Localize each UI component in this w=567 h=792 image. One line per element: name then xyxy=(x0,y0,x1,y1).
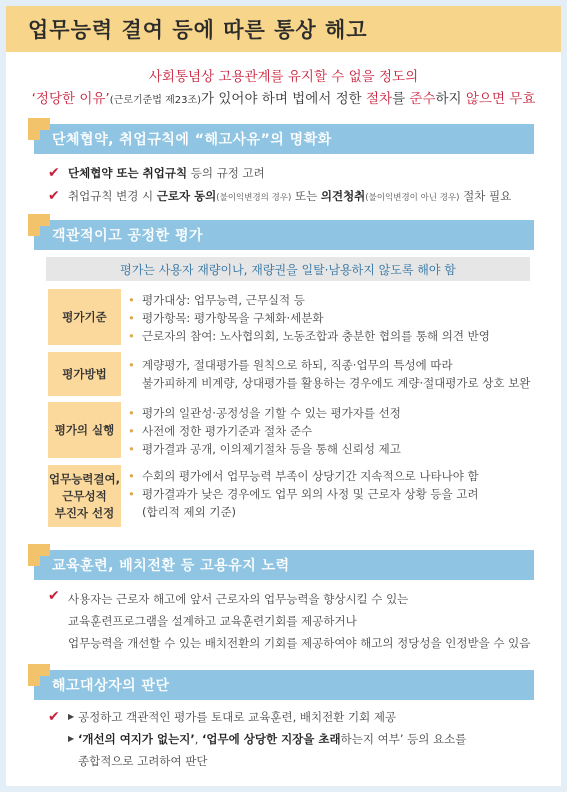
list-item: 평가대상: 업무능력, 근무실적 등 xyxy=(142,293,305,307)
title-bar xyxy=(6,6,561,52)
label-line: 근무성적 xyxy=(62,488,107,503)
label-method: 평가방법 xyxy=(48,352,121,396)
section-header-3 xyxy=(34,550,534,580)
checkmark-icon: ✔ xyxy=(48,709,60,725)
list-item: 계량평가, 절대평가를 원칙으로 하되, 직종·업무의 특성에 따라 xyxy=(142,358,453,372)
section-title-2: 객관적이고 공정한 평가 xyxy=(52,228,203,244)
section1-item-2 xyxy=(48,188,511,206)
item-text: 또는 xyxy=(291,189,321,203)
list-item: 불가피하게 비계량, 상대평가를 활용하는 경우에도 계량·절대평가로 상호 보완 xyxy=(142,376,531,390)
item-text: 취업규칙 변경 시 xyxy=(68,189,157,203)
selection-bullets xyxy=(128,467,538,521)
item-bold: ‘업무에 상당한 지장을 초래 xyxy=(202,732,341,746)
intro-comply: 준수 xyxy=(409,91,436,107)
section-title-3: 교육훈련, 배치전환 등 고용유지 노력 xyxy=(52,558,290,574)
execution-bullets xyxy=(128,404,538,458)
intro-void: 않으면 무효 xyxy=(465,91,536,107)
list-item: 근로자의 참여: 노사협의회, 노동조합과 충분한 협의를 통해 의견 반영 xyxy=(142,329,490,343)
page-title: 업무능력 결여 등에 따른 통상 해고 xyxy=(28,18,368,42)
list-item-continuation: 종합적으로 고려하여 판단 xyxy=(78,754,208,768)
item-note: (불이익변경의 경우) xyxy=(216,193,292,203)
bullet-icon: • xyxy=(128,442,135,456)
bullet-icon: • xyxy=(128,469,135,483)
item-note: (불이익변경이 아닌 경우) xyxy=(365,193,460,203)
bullet-icon: • xyxy=(128,424,135,438)
list-item: 공정하고 객관적인 평가를 토대로 교육훈련, 배치전환 기회 제공 xyxy=(78,710,397,724)
paragraph-line: 업무능력을 개선할 수 있는 배치전환의 기회를 제공하여야 해고의 정당성을 인정받을 수 있음 xyxy=(68,636,531,650)
intro-reason: ‘정당한 이유’ xyxy=(31,91,110,107)
item-bold: ‘개선의 여지가 없는지’ xyxy=(78,732,195,746)
bullet-icon: • xyxy=(128,311,135,325)
intro-text-b: 를 xyxy=(392,91,410,107)
triangle-bullet-icon: ▶ xyxy=(68,712,75,721)
intro-text-a: 가 있어야 하며 법에서 정한 xyxy=(201,91,366,107)
list-item: 평가항목: 평가항목을 구체화·세분화 xyxy=(142,311,324,325)
paragraph-line: 교육훈련프로그램을 설계하고 교육훈련기회를 제공하거나 xyxy=(68,614,357,628)
item-text: 등의 규정 고려 xyxy=(187,166,265,180)
label-selection xyxy=(48,465,121,527)
criteria-bullets xyxy=(128,291,538,345)
intro-text-c: 하지 xyxy=(435,91,466,107)
section-title-4: 해고대상자의 판단 xyxy=(52,678,170,694)
checkmark-icon: ✔ xyxy=(48,165,60,181)
intro-ref: (근로기준법 제23조) xyxy=(109,95,202,106)
paragraph-line: 사용자는 근로자 해고에 앞서 근로자의 업무능력을 향상시킬 수 있는 xyxy=(68,592,409,606)
bullet-spacer xyxy=(128,374,142,392)
section1-item-1 xyxy=(48,165,265,181)
bullet-spacer xyxy=(128,503,142,521)
list-item: 수회의 평가에서 업무능력 부족이 상당기간 지속적으로 나타나야 함 xyxy=(142,469,479,483)
triangle-bullet-icon: ▶ xyxy=(68,734,75,743)
item-text: 하는지 여부’ 등의 요소를 xyxy=(340,732,467,746)
label-execution: 평가의 실행 xyxy=(48,402,121,458)
intro-procedure: 절차 xyxy=(365,91,393,107)
intro-line2 xyxy=(6,88,561,112)
document-page xyxy=(6,6,561,786)
evaluation-banner: 평가는 사용자 재량이나, 재량권을 일탈·남용하지 않도록 해야 함 xyxy=(46,257,530,281)
item-bold: 단체협약 또는 취업규칙 xyxy=(68,166,188,180)
bullet-icon: • xyxy=(128,358,135,372)
section3-paragraph xyxy=(48,588,538,654)
bullet-icon: • xyxy=(128,487,135,501)
bullet-icon: • xyxy=(128,406,135,420)
list-item: 평가결과 공개, 이의제기절차 등을 통해 신뢰성 제고 xyxy=(142,442,401,456)
item-text: 절차 필요 xyxy=(459,189,512,203)
label-line: 업무능력결여, xyxy=(48,471,121,486)
method-bullets xyxy=(128,356,538,392)
checkmark-icon: ✔ xyxy=(48,188,60,204)
bullet-icon: • xyxy=(128,293,135,307)
section-header-4 xyxy=(34,670,534,700)
label-criteria: 평가기준 xyxy=(48,289,121,345)
section4-list xyxy=(48,706,538,772)
checkmark-icon: ✔ xyxy=(48,588,60,604)
intro-text xyxy=(6,66,561,112)
list-item: (합리적 제외 기준) xyxy=(142,505,237,519)
intro-line1: 사회통념상 고용관계를 유지할 수 없을 정도의 xyxy=(148,69,419,85)
list-item: 평가의 일관성·공정성을 기할 수 있는 평가자를 선정 xyxy=(142,406,401,420)
section-header-2 xyxy=(34,220,534,250)
list-item: 사전에 정한 평가기준과 절차 준수 xyxy=(142,424,313,438)
item-text: , xyxy=(194,732,203,746)
item-bold: 근로자 동의 xyxy=(156,189,217,203)
label-line: 부진자 선정 xyxy=(54,505,115,520)
section-title-1: 단체협약, 취업규칙에 “해고사유”의 명확화 xyxy=(52,132,332,148)
bullet-icon: • xyxy=(128,329,135,343)
item-bold: 의견청취 xyxy=(320,189,366,203)
list-item: 평가결과가 낮은 경우에도 업무 외의 사정 및 근로자 상황 등을 고려 xyxy=(142,487,479,501)
section-header-1 xyxy=(34,124,534,154)
